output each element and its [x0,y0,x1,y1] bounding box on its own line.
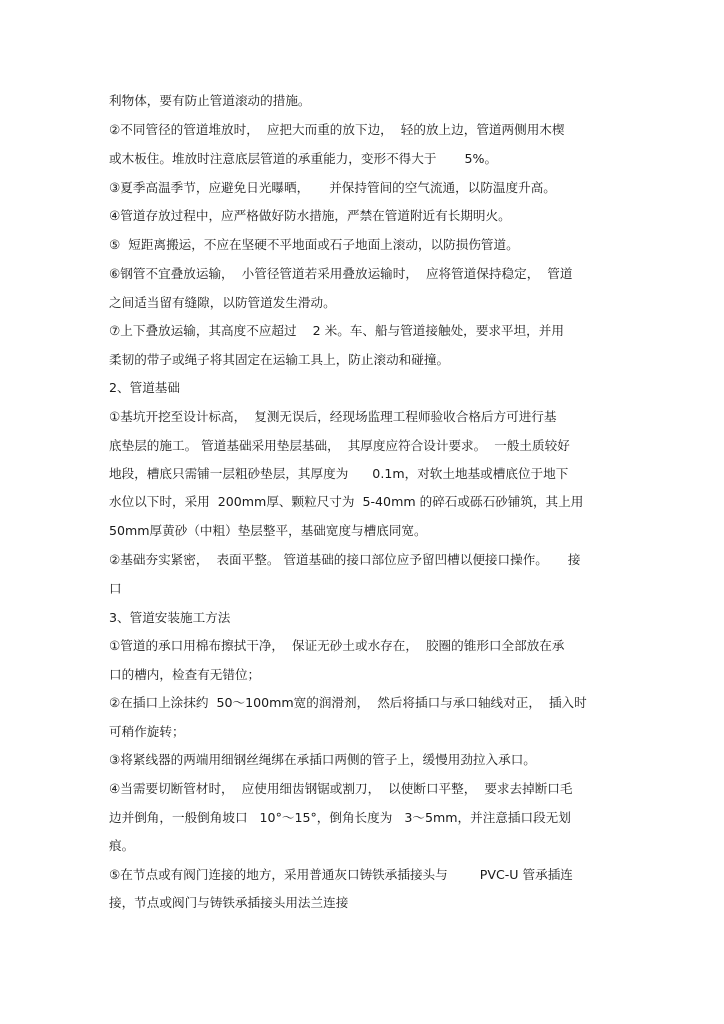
text-line: 或木板住。堆放时注意底层管道的承重能力，变形不得大于 5%。 [109,151,498,166]
text-line: 50mm厚黄砂（中粗）垫层整平，基础宽度与槽底同宽。 [109,523,427,538]
text-line: ②基础夯实紧密， 表面平整。 管道基础的接口部位应予留凹槽以便接口操作。 接 [109,552,581,567]
section-heading: 2、管道基础 [109,380,180,395]
text-line: 痕。 [109,838,135,853]
text-line: 利物体，要有防止管道滚动的措施。 [109,93,311,108]
text-line: 地段，槽底只需铺一层粗砂垫层，其厚度为 0.1m，对软土地基或槽底位于地下 [109,466,569,481]
text-line: ⑤ 短距离搬运，不应在坚硬不平地面或石子地面上滚动，以防损伤管道。 [109,237,519,252]
text-line: ⑥钢管不宜叠放运输， 小管径管道若采用叠放运输时， 应将管道保持稳定， 管道 [109,266,573,281]
text-line: 之间适当留有缝隙，以防管道发生滑动。 [109,295,336,310]
text-line: 可稍作旋转； [109,724,185,739]
text-line: 接，节点或阀门与铸铁承插接头用法兰连接 [109,895,349,910]
text-line: ③夏季高温季节，应避免日光曝晒， 并保持管间的空气流通，以防温度升高。 [109,180,556,195]
text-line: ②在插口上涂抹约 50～100mm宽的润滑剂， 然后将插口与承口轴线对正， 插入时 [109,695,587,710]
text-line: 口 [109,581,122,596]
text-line: ④管道存放过程中，应严格做好防水措施，严禁在管道附近有长期明火。 [109,208,511,223]
text-line: ⑦上下叠放运输，其高度不应超过 2 米。车、船与管道接触处，要求平坦，并用 [109,323,564,338]
text-line: 水位以下时，采用 200mm厚、颗粒尺寸为 5-40mm 的碎石或砾石砂铺筑，其上用 [109,494,584,509]
text-line: 柔韧的带子或绳子将其固定在运输工具上，防止滚动和碰撞。 [109,352,450,367]
text-line: 边并倒角，一般倒角坡口 10°～15°，倒角长度为 3～5mm，并注意插口段无划 [109,810,571,825]
text-line: ①管道的承口用棉布擦拭干净， 保证无砂土或水存在， 胶圈的锥形口全部放在承 [109,638,565,653]
text-line: 口的槽内，检查有无错位； [109,667,261,682]
text-line: ①基坑开挖至设计标高， 复测无误后，经现场监理工程师验收合格后方可进行基 [109,409,557,424]
text-line: 底垫层的施工。 管道基础采用垫层基础， 其厚度应符合设计要求。 一般土质较好 [109,438,570,453]
text-line: ⑤在节点或有阀门连接的地方，采用普通灰口铸铁承插接头与 PVC-U 管承插连 [109,867,573,882]
text-line: ③将紧线器的两端用细钢丝绳绑在承插口两侧的管子上，缓慢用劲拉入承口。 [109,752,536,767]
text-line: ④当需要切断管材时， 应使用细齿钢锯或割刀， 以使断口平整， 要求去掉断口毛 [109,781,573,796]
section-heading: 3、管道安装施工方法 [109,610,231,625]
text-line: ②不同管径的管道堆放时， 应把大而重的放下边， 轻的放上边，管道两侧用木楔 [109,122,565,137]
